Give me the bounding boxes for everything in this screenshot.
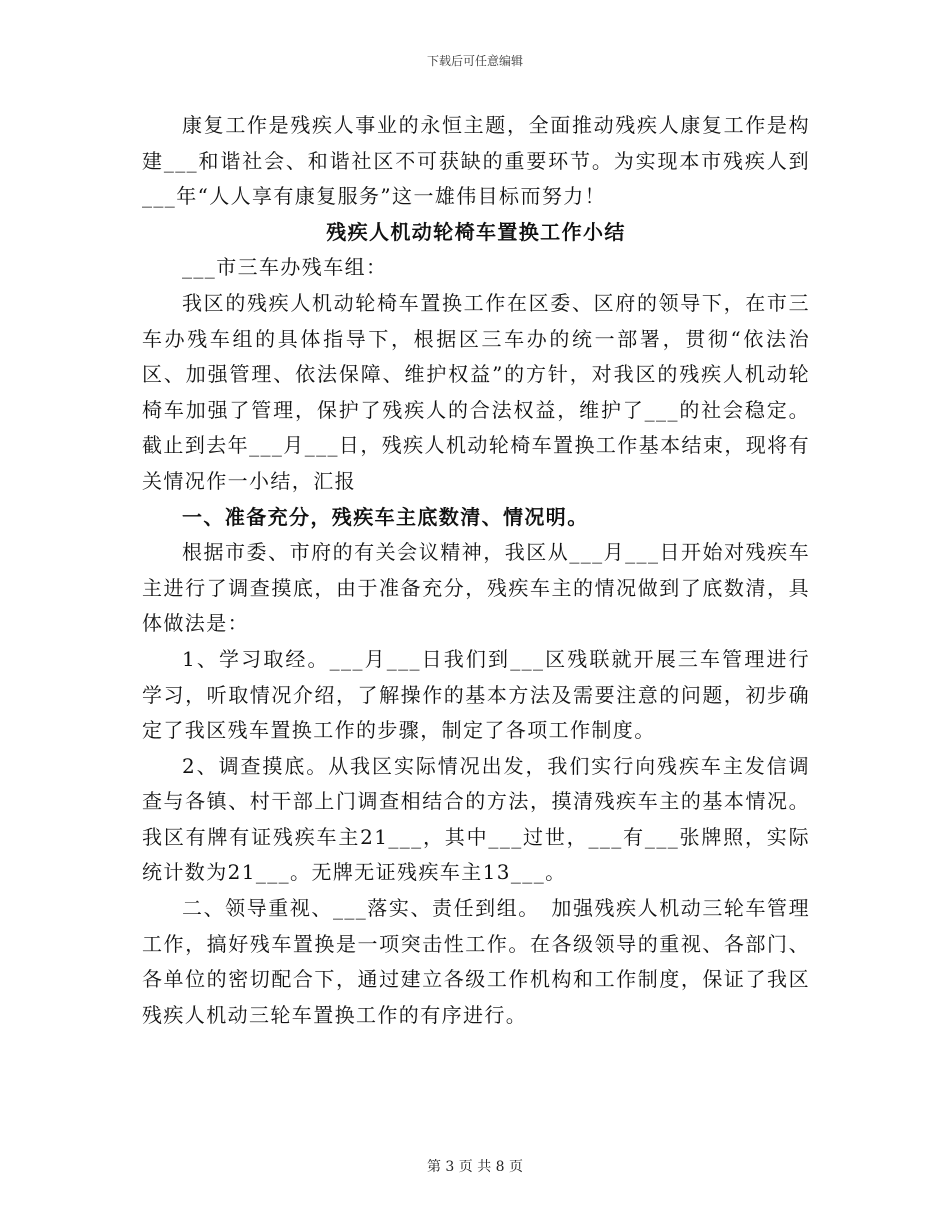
body-paragraph-3: 1、学习取经。___月___日我们到___区残联就开展三车管理进行学习，听取情况介绍，了解操作的基本方法及需要注意的问题，初步确定了我区残车置换工作的步骤，制定了各项工作制度。: [142, 646, 810, 743]
intro-paragraph: 康复工作是残疾人事业的永恒主题，全面推动残疾人康复工作是构建___和谐社会、和谐社区不可获缺的重要环节。为实现本市残疾人到___年“人人享有康复服务”这一雄伟目标而努力！: [142, 113, 810, 209]
body-paragraph-1: 我区的残疾人机动轮椅车置换工作在区委、区府的领导下，在市三车办残车组的具体指导下，根据区三车办的统一部署，贯彻“依法治区、加强管理、依法保障、维护权益”的方针，对我区的残疾人机动轮椅车加强了管理，保护了残疾人的合法权益，维护了___的社会稳定。截止到去年___月___日，残疾人机动轮椅车置换工作基本结束，现将有关情况作一小结，汇报: [142, 290, 810, 493]
section-heading-1: 一、准备充分，残疾车主底数清、情况明。: [182, 504, 589, 529]
document-body: [142, 108, 810, 1033]
body-paragraph-4: 2、调查摸底。从我区实际情况出发，我们实行向残疾车主发信调查与各镇、村干部上门调查相结合的方法，摸清残疾车主的基本情况。我区有牌有证残疾车主21___，其中___过世，___有___张牌照，实际统计数为21___。无牌无证残疾车主13___。: [142, 753, 810, 885]
page-header-note: 下载后可任意编辑: [426, 54, 523, 68]
body-paragraph-2: 根据市委、市府的有关会议精神，我区从___月___日开始对残疾车主进行了调查摸底，由于准备充分，残疾车主的情况做到了底数清，具体做法是：: [142, 540, 810, 636]
body-paragraph-5: 二、领导重视、___落实、责任到组。 加强残疾人机动三轮车管理工作，搞好残车置换是一项突击性工作。在各级领导的重视、各部门、各单位的密切配合下，通过建立各级工作机构和工作制度，保证了我区残疾人机动三轮车置换工作的有序进行。: [142, 896, 810, 1027]
salutation: ___市三车办残车组：: [182, 255, 388, 280]
page-number-footer: 第 3 页 共 8 页: [426, 1159, 524, 1175]
document-title: 残疾人机动轮椅车置换工作小结: [326, 219, 626, 244]
